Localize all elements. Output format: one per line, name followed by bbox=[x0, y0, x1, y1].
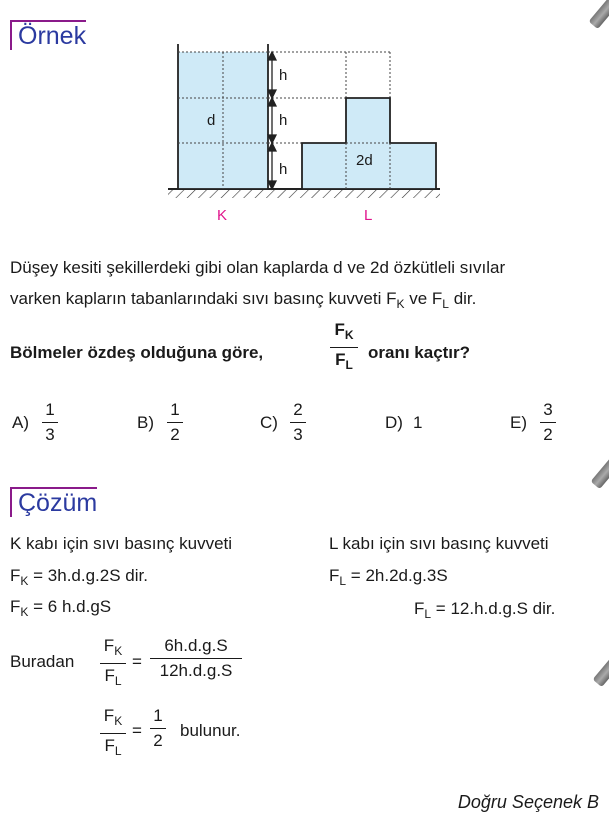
label-h-top: h bbox=[279, 67, 288, 84]
container-diagram bbox=[0, 0, 609, 230]
solution-right-line-1: $F_L = 2h.2d.g.3S$ bbox=[329, 566, 448, 588]
solution-buradan: Buradan bbox=[10, 652, 75, 671]
question-bold-prefix: Bölmeler özdeş olduğuna göre, bbox=[10, 343, 264, 362]
question-line-1: Düşey kesiti şekillerdeki gibi olan kaplarda d ve 2d özkütleli sıvılar bbox=[10, 258, 506, 277]
label-l: L bbox=[364, 207, 373, 224]
pencil-decoration-mid bbox=[591, 451, 609, 489]
solution-equals-2: = bbox=[132, 721, 142, 740]
example-heading: Örnek bbox=[10, 20, 86, 50]
label-h-mid: h bbox=[279, 112, 288, 129]
solution-heading: Çözüm bbox=[10, 487, 97, 517]
question-ratio: $F_K$ $F_L$ bbox=[330, 320, 358, 375]
ground-hatch bbox=[168, 190, 440, 198]
solution-left-title: K kabı için sıvı basınç kuvveti bbox=[10, 534, 233, 553]
solution-right-title: L kabı için sıvı basınç kuvveti bbox=[329, 534, 549, 553]
solution-bulunur: bulunur. bbox=[180, 721, 241, 740]
solution-fraction-values: 6h.d.g.S 12h.d.g.S bbox=[150, 636, 242, 681]
solution-left-line-1: $F_K = 3h.d.g.2S$ dir. bbox=[10, 566, 148, 588]
solution-right-line-2: $F_L = 12.h.d.g.S$ dir. bbox=[414, 599, 556, 621]
label-density-2d: 2d bbox=[356, 152, 373, 169]
label-density-d: d bbox=[207, 112, 216, 129]
solution-equals-1: = bbox=[132, 652, 142, 671]
label-h-bottom: h bbox=[279, 161, 288, 178]
question-bold-suffix: oranı kaçtır? bbox=[368, 343, 471, 362]
solution-left-line-2: $F_K = 6$ h.d.gS bbox=[10, 597, 112, 619]
solution-fraction-fk-fl-result: $F_K$ $F_L$ bbox=[100, 706, 126, 761]
pencil-decoration-bottom bbox=[593, 649, 609, 687]
solution-fraction-result: 1 2 bbox=[150, 706, 166, 751]
question-line-2: varken kapların tabanlarındaki sıvı basınç kuvveti $F_K$ ve $F_L$ dir. bbox=[10, 289, 477, 311]
correct-answer: Doğru Seçenek B bbox=[457, 792, 599, 812]
solution-fraction-fk-fl: $F_K$ $F_L$ bbox=[100, 636, 126, 691]
label-k: K bbox=[217, 207, 228, 224]
